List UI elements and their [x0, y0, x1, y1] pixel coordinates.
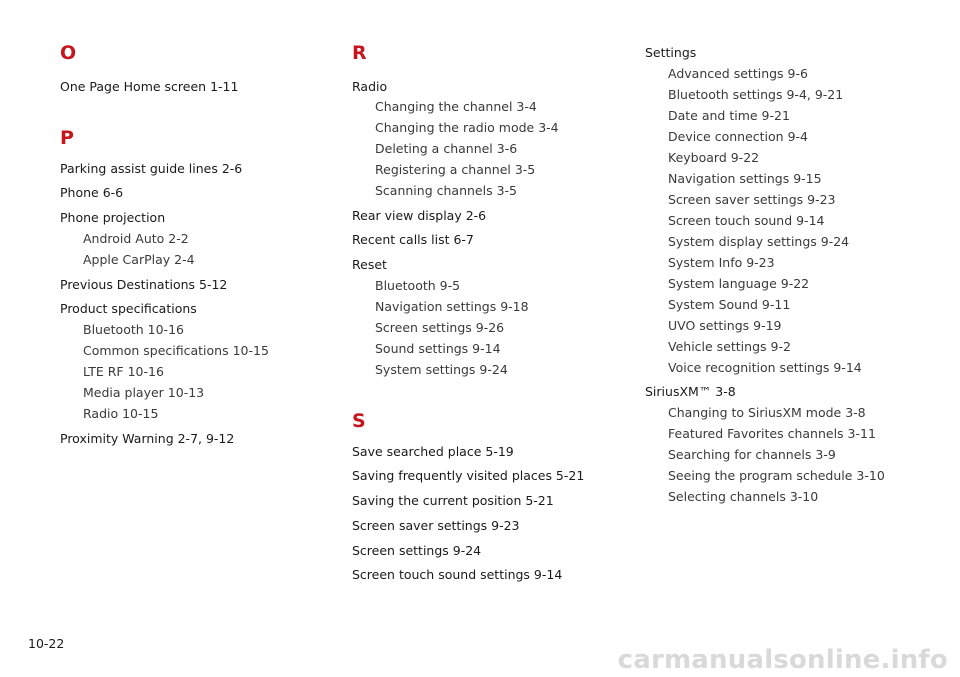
index-subentry: Voice recognition settings 9-14 [668, 360, 862, 375]
index-subentry: System Info 9-23 [668, 255, 775, 270]
index-subentry: System Sound 9-11 [668, 297, 791, 312]
index-subentry: UVO settings 9-19 [668, 318, 782, 333]
index-entry: Screen settings 9-24 [352, 543, 482, 558]
index-subentry: Registering a channel 3-5 [375, 162, 536, 177]
index-entry: Screen saver settings 9-23 [352, 518, 520, 533]
index-subentry: System display settings 9-24 [668, 234, 850, 249]
index-subentry: Searching for channels 3-9 [668, 447, 836, 462]
index-entry: Phone 6-6 [60, 185, 124, 200]
index-subentry: Screen saver settings 9-23 [668, 192, 836, 207]
index-subentry: Device connection 9-4 [668, 129, 808, 144]
index-entry: Saving frequently visited places 5-21 [352, 468, 585, 483]
index-subentry: Screen settings 9-26 [375, 320, 505, 335]
index-subentry: Media player 10-13 [83, 385, 205, 400]
index-subentry: Android Auto 2-2 [83, 231, 189, 246]
index-entry: Product specifications [60, 301, 197, 316]
section-letter: P [60, 127, 74, 149]
index-subentry: Advanced settings 9-6 [668, 66, 808, 81]
index-subentry: Bluetooth 9-5 [375, 278, 461, 293]
index-entry: Reset [352, 257, 387, 272]
index-subentry: Apple CarPlay 2-4 [83, 252, 195, 267]
index-subentry: Seeing the program schedule 3-10 [668, 468, 885, 483]
page-number: 10-22 [28, 636, 65, 651]
index-subentry: Selecting channels 3-10 [668, 489, 819, 504]
index-entry: Saving the current position 5-21 [352, 493, 554, 508]
index-subentry: Bluetooth settings 9-4, 9-21 [668, 87, 844, 102]
index-subentry: Keyboard 9-22 [668, 150, 760, 165]
index-subentry: Bluetooth 10-16 [83, 322, 184, 337]
index-subentry: Screen touch sound 9-14 [668, 213, 825, 228]
index-entry: Settings [645, 45, 697, 60]
index-entry: Proximity Warning 2-7, 9-12 [60, 431, 235, 446]
index-subentry: Date and time 9-21 [668, 108, 790, 123]
index-subentry: Changing the channel 3-4 [375, 99, 537, 114]
index-subentry: LTE RF 10-16 [83, 364, 164, 379]
index-subentry: System language 9-22 [668, 276, 810, 291]
index-entry: Previous Destinations 5-12 [60, 277, 228, 292]
section-letter: S [352, 410, 366, 432]
index-subentry: Changing the radio mode 3-4 [375, 120, 559, 135]
index-subentry: Navigation settings 9-15 [668, 171, 822, 186]
index-entry: Rear view display 2-6 [352, 208, 487, 223]
index-entry: One Page Home screen 1-11 [60, 79, 239, 94]
section-letter: R [352, 42, 367, 64]
index-subentry: Vehicle settings 9-2 [668, 339, 791, 354]
index-subentry: Common specifications 10-15 [83, 343, 269, 358]
index-subentry: Scanning channels 3-5 [375, 183, 517, 198]
index-entry: Parking assist guide lines 2-6 [60, 161, 243, 176]
index-entry: Screen touch sound settings 9-14 [352, 567, 563, 582]
section-letter: O [60, 42, 77, 64]
index-entry: Radio [352, 79, 388, 94]
index-entry: Phone projection [60, 210, 166, 225]
watermark: carmanualsonline.info [617, 645, 948, 675]
index-subentry: Radio 10-15 [83, 406, 159, 421]
index-subentry: Featured Favorites channels 3-11 [668, 426, 876, 441]
index-entry: Recent calls list 6-7 [352, 232, 474, 247]
index-subentry: System settings 9-24 [375, 362, 508, 377]
index-subentry: Changing to SiriusXM mode 3-8 [668, 405, 866, 420]
index-subentry: Navigation settings 9-18 [375, 299, 529, 314]
index-subentry: Deleting a channel 3-6 [375, 141, 518, 156]
index-entry: Save searched place 5-19 [352, 444, 514, 459]
index-entry: SiriusXM™ 3-8 [645, 384, 736, 399]
index-subentry: Sound settings 9-14 [375, 341, 501, 356]
